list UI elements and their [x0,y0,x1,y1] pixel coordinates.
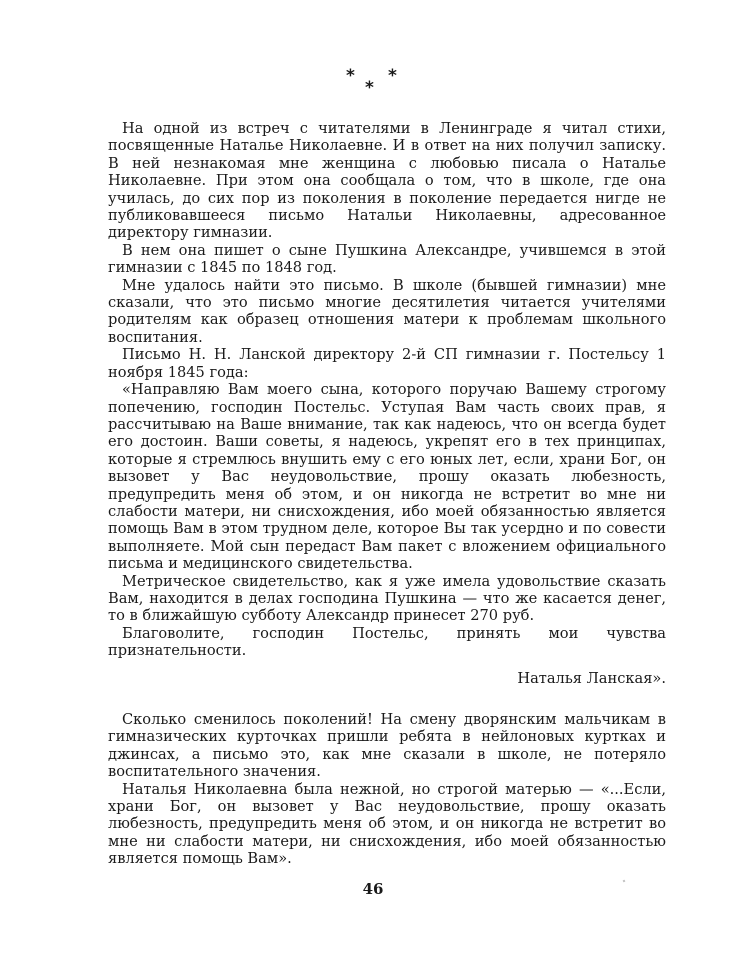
separator-star: * [388,66,397,86]
letter-signature: Наталья Ланская». [517,669,666,687]
separator-star: * [365,78,374,98]
paragraph-meeting-readers: На одной из встреч с читателями в Ленинграде я читал стихи, посвященные Наталье Николаевне. И в ответ на них получил записку. В ней незнакомая мне женщина с любовью писала о Наталье Николаевне. При этом она сообщала о том, что в школе, где она училась, до сих пор из поколения в поколение передается нигде не публиковавшееся письмо Натальи Николаевны, адресованное директору гимназии. [108,120,666,242]
paragraph-letter-certificate: Метрическое свидетельство, как я уже имела удовольствие сказать Вам, находится в делах господина Пушкина — что же касается денег, то в ближайшую субботу Александр принесет 270 руб. [108,572,666,625]
paragraph-generations: Сколько сменилось поколений! На смену дворянским мальчикам в гимназических курточках пришли ребята в нейлоновых куртках и джинсах, а письмо это, как мне сказали в школе, не потеряло воспитательного значения. [108,711,666,781]
separator-star: * [346,66,355,86]
paragraph-letter-closing: Благоволите, господин Постельс, принять мои чувства признательности. [108,624,666,660]
paragraph-letter-heading: Письмо Н. Н. Ланской директору 2-й СП гимназии г. Постельсу 1 ноября 1845 года: [108,346,666,381]
page-text [108,120,666,868]
paragraph-letter-body: «Направляю Вам моего сына, которого поручаю Вашему строгому попечению, господин Постельс. Уступая Вам часть своих прав, я рассчитываю на Ваше внимание, так как надеюсь, что он всегда будет его достоин. Ваши советы, я надеюсь, укрепят его в тех принципах, которые я стремлюсь внушить ему с его юных лет, если, храни Бог, он вызовет у Вас неудовольствие, прошу оказать любезность, предупредить меня об этом, и он никогда не встретит во мне ни слабости матери, ни снисхождения, ибо моей обязанностью является помощь Вам в этом трудном деле, которое Вы так усердно и по совести выполняете. Мой сын передаст Вам пакет с вложением официального письма и медицинского свидетельства. [108,381,666,573]
paragraph-strict-mother: Наталья Николаевна была нежной, но строгой матерью — «...Если, храни Бог, он вызовет у Вас неудовольствие, прошу оказать любезность, предупредить меня об этом, и он никогда не встретит во мне ни слабости матери, ни снисхождения, ибо моей обязанностью является помощь Вам». [108,780,666,868]
book-page [108,64,666,868]
section-separator [108,64,666,98]
paragraph-found-letter: Мне удалось найти это письмо. В школе (бывшей гимназии) мне сказали, что это письмо многие десятилетия читается учителями родителям как образец отношения матери к проблемам школьного воспитания. [108,276,666,346]
page-number: 46 [362,880,384,898]
paragraph-son-alexander: В нем она пишет о сыне Пушкина Александре, учившемся в этой гимназии с 1845 по 1848 год. [108,241,666,277]
